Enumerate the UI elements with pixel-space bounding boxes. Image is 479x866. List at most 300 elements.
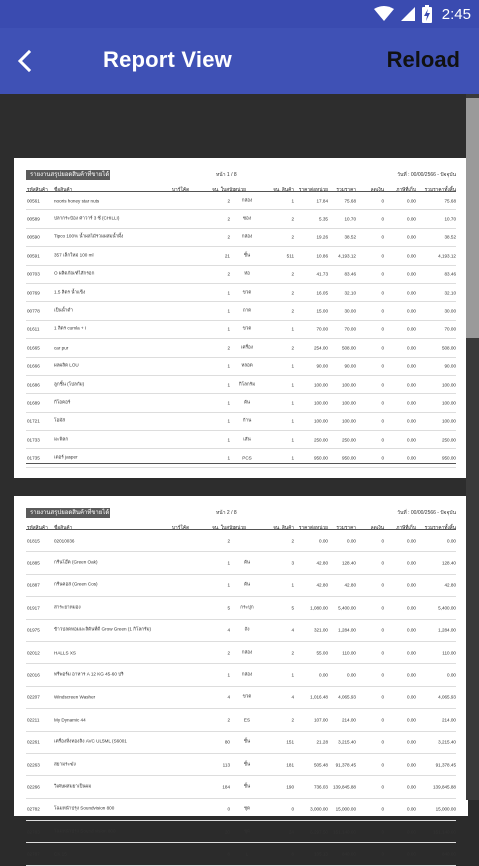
table-cell: 0.00 — [319, 672, 328, 678]
table-cell: 1 — [227, 418, 230, 424]
table-cell: เส้น — [243, 436, 251, 442]
table-cell: 0.00 — [407, 739, 416, 745]
table-cell: 0.00 — [407, 694, 416, 700]
table-cell: 0.00 — [407, 538, 416, 544]
table-cell: 90.00 — [344, 363, 356, 369]
table-cell: 4,065.93 — [438, 694, 456, 700]
table-cell: 0 — [381, 605, 384, 611]
table-cell: 02010036 — [54, 538, 75, 544]
table-cell: 1,080.00 — [310, 605, 328, 611]
table-cell: 950.00 — [313, 455, 328, 461]
table-cell: 02211 — [27, 717, 40, 723]
table-cell: 0.00 — [407, 605, 416, 611]
table-cell: 01721 — [27, 418, 40, 424]
table-cell: 1 — [227, 672, 230, 678]
table-cell: 1 — [291, 382, 294, 388]
table-cell: 02787 — [27, 851, 40, 857]
table-cell: กล่อง — [241, 649, 253, 655]
table-cell: 0.00 — [347, 672, 356, 678]
table-cell: 0.00 — [407, 851, 416, 857]
table-row — [26, 843, 456, 865]
table-cell: 01975 — [27, 627, 40, 633]
table-cell: 0 — [381, 234, 384, 240]
table-cell: 32.10 — [444, 290, 456, 296]
table-cell: 0.00 — [407, 400, 416, 406]
table-cell: 30.00 — [444, 308, 456, 314]
table-row — [26, 799, 456, 821]
column-header: บาร์โค้ด — [172, 525, 190, 531]
table-cell: 1 — [227, 326, 230, 332]
table-row — [26, 192, 456, 210]
table-row — [26, 575, 456, 597]
table-cell: 0.00 — [407, 806, 416, 812]
table-cell: 01666 — [27, 363, 40, 369]
table-cell: ก้าน — [242, 417, 252, 423]
column-header: บาร์โค้ด — [172, 187, 190, 193]
table-cell: 0 — [381, 198, 384, 204]
table-cell: 4,193.12 — [438, 253, 456, 259]
table-cell: 01689 — [27, 400, 40, 406]
table-cell: 01887 — [27, 582, 40, 588]
table-cell: 1 — [227, 290, 230, 296]
report-title-badge: รายงานสรุปยอดสินค้าที่ขายได้ — [26, 170, 110, 180]
table-cell: 0.00 — [407, 650, 416, 656]
table-cell: 0.00 — [407, 216, 416, 222]
table-cell: ชุด — [243, 828, 251, 834]
table-cell: 2 — [291, 234, 294, 240]
table-cell: 20 — [224, 829, 230, 835]
column-header: หน่วย — [234, 525, 246, 531]
table-cell: 01611 — [27, 326, 40, 332]
table-row — [26, 413, 456, 431]
table-cell: ซอง — [242, 215, 252, 221]
table-cell: 1 — [227, 560, 230, 566]
table-cell: 15,000.00 — [335, 806, 356, 812]
table-cell: โฉมหน้าปรุง Soundvision 800 — [54, 805, 115, 811]
table-cell: 113 — [222, 762, 230, 768]
table-cell: 0.00 — [407, 582, 416, 588]
table-cell: O ผลิตภัณฑ์ไส้กรอก — [54, 270, 95, 276]
report-table — [26, 184, 456, 468]
table-cell: 16.05 — [316, 290, 328, 296]
table-row — [26, 431, 456, 449]
status-icons — [374, 4, 471, 24]
table-row — [26, 776, 456, 798]
table-row — [26, 284, 456, 302]
table-cell: 250.00 — [441, 437, 456, 443]
page-bottom-rule — [26, 463, 456, 464]
table-cell: โฉมหน้าปรุง Sound vision 800 — [54, 828, 116, 834]
table-header — [26, 522, 456, 530]
table-cell: 100.00 — [313, 400, 328, 406]
table-cell: 250.00 — [341, 437, 356, 443]
table-row — [26, 449, 456, 467]
table-cell: 139,845.88 — [433, 784, 456, 790]
table-cell: ต้น — [243, 559, 251, 565]
table-cell: 0.00 — [407, 271, 416, 277]
table-cell: 91,378.45 — [435, 762, 456, 768]
table-cell: 1,284.00 — [338, 627, 356, 633]
table-cell: ขวด — [242, 289, 252, 295]
table-row — [26, 597, 456, 619]
table-cell: 100.00 — [341, 418, 356, 424]
table-cell: กิโลกรัม — [238, 381, 256, 387]
table-cell: 42.80 — [316, 560, 328, 566]
table-cell: ถัง — [244, 626, 250, 632]
table-cell: กล่อง — [241, 197, 253, 203]
table-cell: 1 — [227, 582, 230, 588]
table-cell: 5 — [227, 605, 230, 611]
table-cell: 505.48 — [313, 762, 328, 768]
table-cell: 02266 — [27, 784, 40, 790]
table-cell: 0 — [381, 345, 384, 351]
table-cell: 100.00 — [313, 382, 328, 388]
table-cell: 1 — [291, 437, 294, 443]
reload-button[interactable]: Reload — [386, 47, 460, 72]
table-row — [26, 709, 456, 731]
table-row — [26, 247, 456, 265]
table-cell: กล่อง — [241, 671, 253, 677]
table-cell: 254.00 — [313, 345, 328, 351]
table-cell: 0.00 — [347, 538, 356, 544]
table-cell: วิเศษผสมยาเป็นผม — [54, 783, 92, 789]
table-cell: 80 — [224, 739, 230, 745]
table-cell: 2 — [291, 271, 294, 277]
table-cell: เป็นน้ำดำ — [54, 307, 73, 313]
report-header — [26, 508, 456, 520]
table-cell: สยามระฆัง — [54, 761, 76, 767]
table-cell: 151,140.00 — [333, 829, 356, 835]
table-cell: 3 — [291, 560, 294, 566]
table-row — [26, 339, 456, 357]
table-row — [26, 321, 456, 339]
table-cell: ชิ้น — [243, 783, 251, 789]
table-cell: nooris honey star nuts — [54, 198, 100, 204]
report-table — [26, 522, 456, 866]
table-cell: เครื่อง — [240, 344, 254, 350]
table-cell: 2 — [291, 308, 294, 314]
table-cell: 5.35 — [319, 216, 328, 222]
table-cell: 0 — [381, 672, 384, 678]
table-cell: 1 — [227, 437, 230, 443]
table-cell: 100.00 — [313, 418, 328, 424]
page-title: Report View — [103, 47, 232, 72]
table-cell: 0 — [381, 560, 384, 566]
table-cell: กระปุก — [240, 604, 254, 610]
column-header: ราคาต่อหน่วย — [298, 525, 328, 531]
table-cell: 21 — [224, 253, 230, 259]
app-bar — [0, 28, 479, 94]
table-cell: 90.00 — [316, 363, 328, 369]
table-cell: 91,378.45 — [335, 762, 356, 768]
column-header: จน. สินค้า — [273, 525, 294, 531]
table-cell: 1 — [291, 455, 294, 461]
report-date: วันที่ : 00/00/2566 - ปัจจุบัน — [397, 510, 456, 516]
table-cell: 01815 — [27, 538, 40, 544]
column-header: จน. ใบสนับ — [212, 187, 236, 193]
report-date: วันที่ : 00/00/2566 - ปัจจุบัน — [397, 172, 456, 178]
table-cell: ทรีพอร์ม อาหาร A 12 KG 45-60 ปริ — [54, 671, 124, 677]
table-cell: PCS — [242, 455, 252, 461]
status-bar — [0, 0, 479, 28]
table-cell: 0 — [381, 851, 384, 857]
table-cell: 75.68 — [344, 198, 356, 204]
table-cell: 151 — [286, 739, 294, 745]
table-cell: 1.5 ลิตร น้ำแข็ง — [54, 289, 86, 295]
table-cell: 0 — [381, 694, 384, 700]
table-cell: 0.00 — [407, 308, 416, 314]
table-cell: 0 — [381, 455, 384, 461]
table-cell: 2 — [291, 650, 294, 656]
table-cell: My Dynamic 44 — [54, 717, 86, 723]
table-cell: 00769 — [27, 290, 40, 296]
table-cell: โอมัส — [54, 417, 66, 423]
table-row — [26, 664, 456, 686]
column-header: ลดเงิน — [370, 187, 384, 193]
table-row — [26, 210, 456, 228]
column-header: ลดเงิน — [370, 525, 384, 531]
table-row — [26, 358, 456, 376]
table-cell: ลูกชิ้น (โปลกัม) — [54, 381, 85, 387]
table-cell: 8 — [227, 851, 230, 857]
column-header: ชื่อสินค้า — [54, 525, 73, 531]
table-cell: Windscreen Washer — [54, 694, 96, 700]
table-row — [26, 266, 456, 284]
table-cell: CK 15 — [54, 851, 67, 857]
table-row — [26, 754, 456, 776]
table-cell: 2 — [227, 345, 230, 351]
table-cell: เดอร์ jasper — [54, 454, 78, 460]
wifi-icon — [374, 6, 394, 22]
table-row — [26, 732, 456, 754]
table-cell: 01686 — [27, 382, 40, 388]
table-cell: 10.86 — [316, 253, 328, 259]
table-cell: ข้าวปลดหอมมะลิต้นที่ดี Grow Green (1 กิโลกรัม) — [54, 626, 152, 632]
column-header: ภาษีที่เก็บ — [396, 187, 416, 193]
table-cell: 90.00 — [444, 363, 456, 369]
table-cell: 214.00 — [441, 717, 456, 723]
table-cell: 0 — [381, 717, 384, 723]
table-cell: 32.10 — [344, 290, 356, 296]
table-cell: 0.00 — [407, 418, 416, 424]
table-cell: 0 — [381, 216, 384, 222]
table-cell: 0 — [381, 739, 384, 745]
table-cell: ต้น — [243, 581, 251, 587]
report-page-1 — [14, 158, 468, 478]
table-cell: 0.00 — [407, 560, 416, 566]
table-cell: 0.00 — [407, 627, 416, 633]
table-cell: 110.00 — [442, 650, 456, 656]
table-cell: 0 — [381, 762, 384, 768]
table-cell: ชิ้น — [243, 761, 251, 767]
table-cell: 100.00 — [341, 400, 356, 406]
table-cell: 0.00 — [407, 672, 416, 678]
table-cell: 42.80 — [316, 582, 328, 588]
table-cell: 01735 — [27, 455, 40, 461]
table-cell: 0 — [381, 382, 384, 388]
table-cell: 4 — [227, 627, 230, 633]
table-cell: 17.84 — [316, 198, 328, 204]
table-body — [26, 530, 456, 866]
table-cell: ชิ้น — [243, 738, 251, 744]
table-cell: 02012 — [27, 650, 40, 656]
table-cell: 0 — [381, 326, 384, 332]
table-cell: 42.80 — [444, 582, 456, 588]
table-cell: 3,215.40 — [338, 739, 356, 745]
table-cell: 950.00 — [441, 455, 456, 461]
table-cell: 0 — [381, 784, 384, 790]
table-cell: ปลากระป๋อง ค่าวาร์ 3 ซี (CHILLI) — [54, 215, 120, 221]
table-cell: 4,193.12 — [338, 253, 356, 259]
table-cell: ขวด — [242, 693, 252, 699]
table-cell: 2 — [227, 538, 230, 544]
table-cell: 1 — [291, 400, 294, 406]
arrow-back-icon — [10, 46, 40, 76]
table-row — [26, 687, 456, 709]
table-cell: กีโอคอร์ — [54, 399, 71, 405]
column-header: ภาษีที่เก็บ — [396, 525, 416, 531]
table-cell: 8 — [291, 851, 294, 857]
table-cell: 357 เล็กใหม่ 100 ml — [54, 252, 94, 258]
table-cell: 01733 — [27, 437, 40, 443]
table-cell: 0.00 — [407, 234, 416, 240]
table-cell: 181 — [286, 762, 294, 768]
table-cell: 0.00 — [407, 437, 416, 443]
table-cell: 0 — [381, 308, 384, 314]
table-cell: 1 — [291, 582, 294, 588]
column-header: รวมราคาทั้งสิ้น — [424, 187, 456, 193]
scrollbar-thumb[interactable] — [466, 98, 479, 338]
table-cell: 02263 — [27, 762, 40, 768]
table-cell: 0 — [381, 627, 384, 633]
table-cell: 10.70 — [344, 216, 356, 222]
page-number: หน้า 1 / 8 — [216, 172, 237, 178]
table-cell: 128.40 — [341, 560, 356, 566]
table-cell: 4 — [227, 694, 230, 700]
table-cell: หลอด — [241, 362, 253, 368]
column-header: หน่วย — [234, 187, 246, 193]
table-cell: 128.40 — [441, 560, 456, 566]
table-cell: 1 — [291, 672, 294, 678]
table-cell: 840.00 — [341, 851, 356, 857]
table-cell: 840.00 — [441, 851, 456, 857]
back-button[interactable] — [10, 46, 40, 76]
table-cell: ห่อ — [244, 270, 250, 276]
column-header: รหัสสินค้า — [27, 525, 48, 531]
table-cell: 250.00 — [313, 437, 328, 443]
table-cell: Tipco 100% น้ำผลไม้รวมผสมน้ำผึ้ง — [54, 233, 124, 239]
table-cell: 00590 — [27, 234, 40, 240]
table-row — [26, 530, 456, 552]
table-cell: 1 — [291, 418, 294, 424]
table-cell: 950.00 — [341, 455, 356, 461]
table-cell: 190 — [286, 784, 294, 790]
table-cell: 41.73 — [316, 271, 328, 277]
table-cell: 1 — [227, 363, 230, 369]
column-header: รหัสสินค้า — [27, 187, 48, 193]
table-cell: 0 — [381, 538, 384, 544]
table-cell: 02207 — [27, 694, 40, 700]
table-cell: 508.00 — [341, 345, 356, 351]
table-cell: 0.00 — [407, 290, 416, 296]
table-cell: 2 — [227, 271, 230, 277]
table-cell: 0.00 — [407, 455, 416, 461]
table-cell: 151,140.00 — [433, 829, 456, 835]
table-cell: 0.00 — [447, 672, 456, 678]
cell-signal-icon — [400, 6, 416, 22]
table-cell: 5,400.00 — [338, 605, 356, 611]
table-row — [26, 376, 456, 394]
table-cell: 100.00 — [441, 400, 456, 406]
table-row — [26, 642, 456, 664]
table-cell: 55.00 — [316, 650, 328, 656]
report-viewer[interactable] — [0, 94, 479, 857]
table-cell: ชิ้น — [243, 252, 251, 258]
table-cell: 1,284.00 — [438, 627, 456, 633]
table-cell: 0 — [381, 400, 384, 406]
table-cell: 02782 — [27, 806, 40, 812]
table-cell: 4 — [291, 694, 294, 700]
table-cell: 5,400.00 — [438, 605, 456, 611]
table-cell: 0 — [381, 437, 384, 443]
table-cell: กรีนคอส (Green Cos) — [54, 581, 98, 587]
table-cell: กล่อง — [241, 233, 253, 239]
table-cell: 214.00 — [341, 717, 356, 723]
table-body — [26, 192, 456, 468]
table-cell: 0.00 — [407, 363, 416, 369]
table-cell: 0 — [381, 363, 384, 369]
scrollbar[interactable] — [466, 94, 479, 800]
table-cell: 0 — [381, 290, 384, 296]
table-cell: 42.80 — [344, 582, 356, 588]
status-time: 2:45 — [441, 5, 471, 23]
table-cell: 0 — [381, 829, 384, 835]
table-cell: 02016 — [27, 672, 40, 678]
table-cell: 2 — [227, 234, 230, 240]
column-header: รวมราคา — [336, 525, 356, 531]
table-cell: 70.00 — [316, 326, 328, 332]
column-header: ราคาต่อหน่วย — [298, 187, 328, 193]
table-cell: 70.00 — [344, 326, 356, 332]
table-cell: car pur — [54, 345, 69, 351]
table-cell: 321.00 — [313, 627, 328, 633]
table-cell: 0 — [381, 418, 384, 424]
table-cell: 6,297.50 — [310, 829, 328, 835]
table-cell: L — [245, 851, 249, 857]
table-cell: 1 — [227, 382, 230, 388]
table-cell: 2 — [291, 345, 294, 351]
table-cell: 0.00 — [407, 382, 416, 388]
column-header: จน. ใบสนับ — [212, 525, 236, 531]
table-cell: 0.00 — [407, 253, 416, 259]
table-cell: 4 — [291, 627, 294, 633]
table-cell: 1,016.48 — [310, 694, 328, 700]
column-header: ชื่อสินค้า — [54, 187, 73, 193]
table-row — [26, 229, 456, 247]
table-cell: 508.00 — [441, 345, 456, 351]
table-cell: 10.70 — [444, 216, 456, 222]
table-cell: 2 — [291, 290, 294, 296]
table-cell: 01665 — [27, 345, 40, 351]
table-cell: 100.00 — [441, 418, 456, 424]
report-page-2 — [14, 496, 468, 857]
report-header — [26, 170, 456, 182]
table-cell: ขวด — [242, 325, 252, 331]
table-header — [26, 184, 456, 192]
table-cell: 1 — [291, 198, 294, 204]
table-cell: ผลผลิต LOU — [54, 362, 79, 368]
table-cell: มะพิลก — [54, 436, 69, 442]
